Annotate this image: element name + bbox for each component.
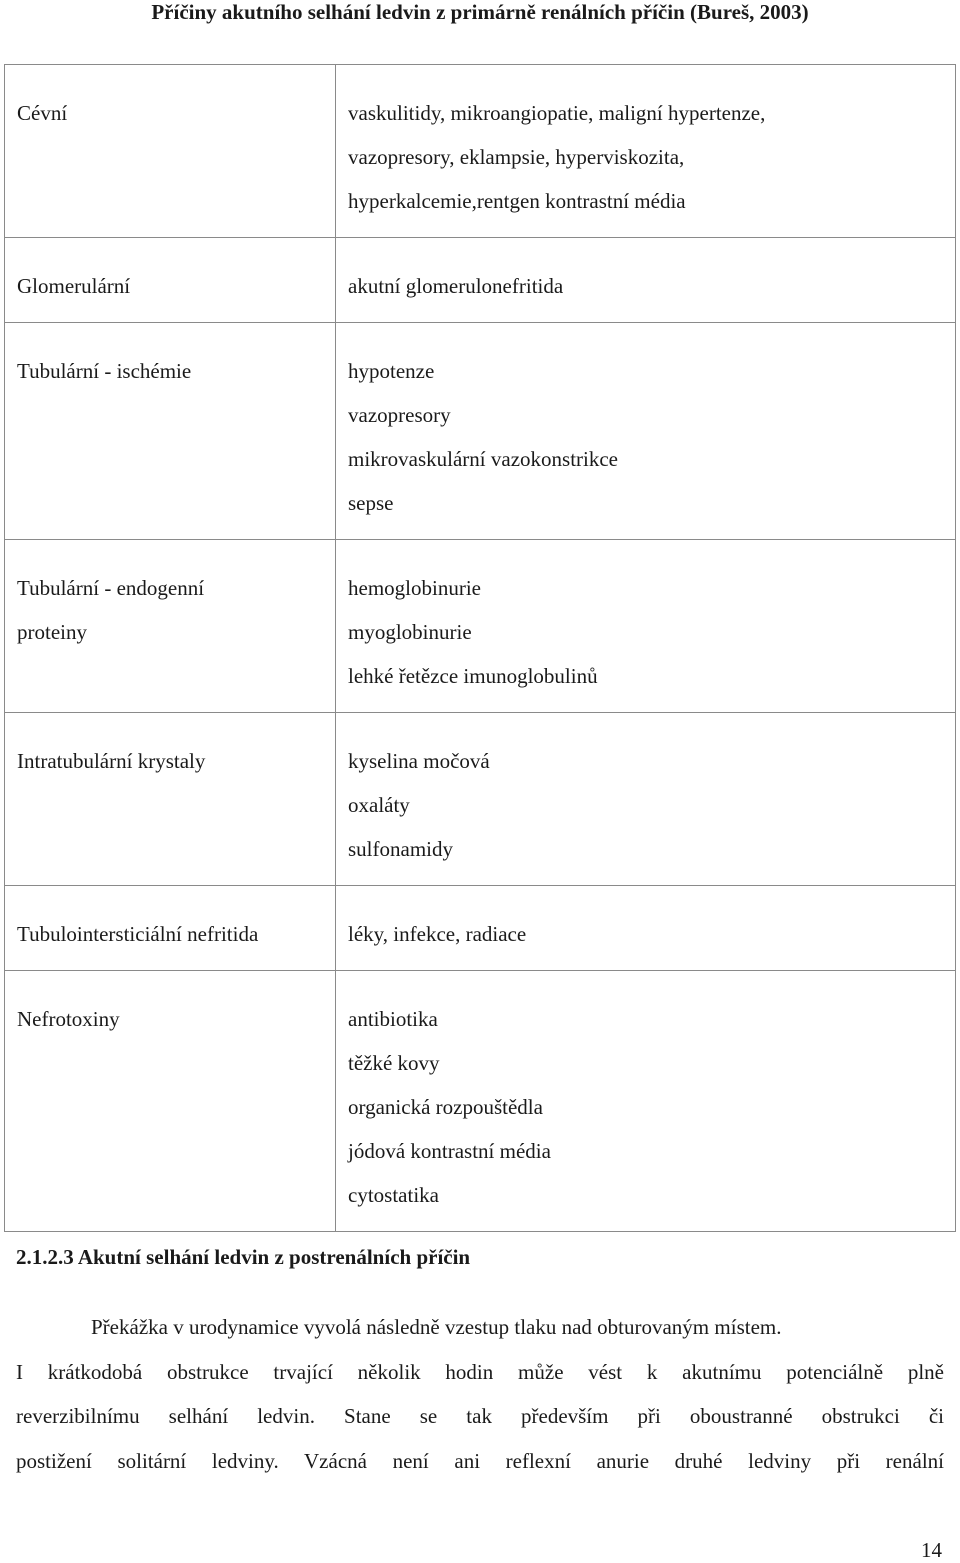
section-heading: 2.1.2.3 Akutní selhání ledvin z postrenálních příčin <box>16 1245 471 1269</box>
category-cell <box>5 971 336 1232</box>
page-title: Příčiny akutního selhání ledvin z primárně renálních příčin (Bureš, 2003) <box>151 0 809 24</box>
cause-text: sepse <box>348 491 394 515</box>
category-cell <box>5 238 336 323</box>
category-text: proteiny <box>17 620 87 644</box>
cause-text: cytostatika <box>348 1183 439 1207</box>
causes-cell <box>336 238 956 323</box>
cause-text: těžké kovy <box>348 1051 440 1075</box>
causes-cell <box>336 713 956 886</box>
category-text: Intratubulární krystaly <box>17 749 206 773</box>
cause-text: antibiotika <box>348 1007 438 1031</box>
category-cell <box>5 713 336 886</box>
table-row <box>5 713 956 886</box>
causes-cell <box>336 540 956 713</box>
causes-cell <box>336 323 956 540</box>
category-cell <box>5 540 336 713</box>
category-text: Tubulointersticiální nefritida <box>17 922 259 946</box>
cause-text: hyperkalcemie,rentgen kontrastní média <box>348 189 686 213</box>
table-row <box>5 238 956 323</box>
cause-text: akutní glomerulonefritida <box>348 274 564 298</box>
category-cell <box>5 65 336 238</box>
cause-text: hypotenze <box>348 359 435 383</box>
cause-text: léky, infekce, radiace <box>348 922 527 946</box>
cause-text: jódová kontrastní média <box>348 1139 551 1163</box>
cause-text: organická rozpouštědla <box>348 1095 543 1119</box>
category-cell <box>5 886 336 971</box>
paragraph-line: Překážka v urodynamice vyvolá následně vzestup tlaku nad obturovaným místem. <box>91 1315 782 1339</box>
table-row <box>5 540 956 713</box>
cause-text: lehké řetězce imunoglobulinů <box>348 664 598 688</box>
category-cell <box>5 323 336 540</box>
cause-text: myoglobinurie <box>348 620 472 644</box>
section-body <box>16 1305 944 1483</box>
table-row <box>5 65 956 238</box>
causes-cell <box>336 971 956 1232</box>
cause-text: vazopresory, eklampsie, hyperviskozita, <box>348 145 685 169</box>
category-text: Tubulární - ischémie <box>17 359 192 383</box>
table-row <box>5 886 956 971</box>
cause-text: oxaláty <box>348 793 410 817</box>
cause-text: mikrovaskulární vazokonstrikce <box>348 447 619 471</box>
paragraph-line: I krátkodobá obstrukce trvající několik hodin může vést k akutnímu potenciálně plně <box>16 1359 944 1384</box>
page-number: 14 <box>921 1538 942 1562</box>
category-text: Tubulární - endogenní <box>17 576 205 600</box>
category-text: Nefrotoxiny <box>17 1007 120 1031</box>
table-row <box>5 971 956 1232</box>
category-text: Glomerulární <box>17 274 131 298</box>
cause-text: vaskulitidy, mikroangiopatie, maligní hypertenze, <box>348 101 766 125</box>
category-text: Cévní <box>17 101 68 125</box>
cause-text: vazopresory <box>348 403 451 427</box>
cause-text: hemoglobinurie <box>348 576 481 600</box>
causes-cell <box>336 886 956 971</box>
table-row <box>5 323 956 540</box>
paragraph-line: reverzibilnímu selhání ledvin. Stane se tak především při oboustranné obstrukci či <box>16 1404 944 1428</box>
cause-text: sulfonamidy <box>348 837 453 861</box>
causes-cell <box>336 65 956 238</box>
paragraph-line: postižení solitární ledviny. Vzácná není ani reflexní anurie druhé ledviny při renální <box>16 1448 944 1473</box>
cause-text: kyselina močová <box>348 749 490 773</box>
causes-table <box>4 64 956 1232</box>
